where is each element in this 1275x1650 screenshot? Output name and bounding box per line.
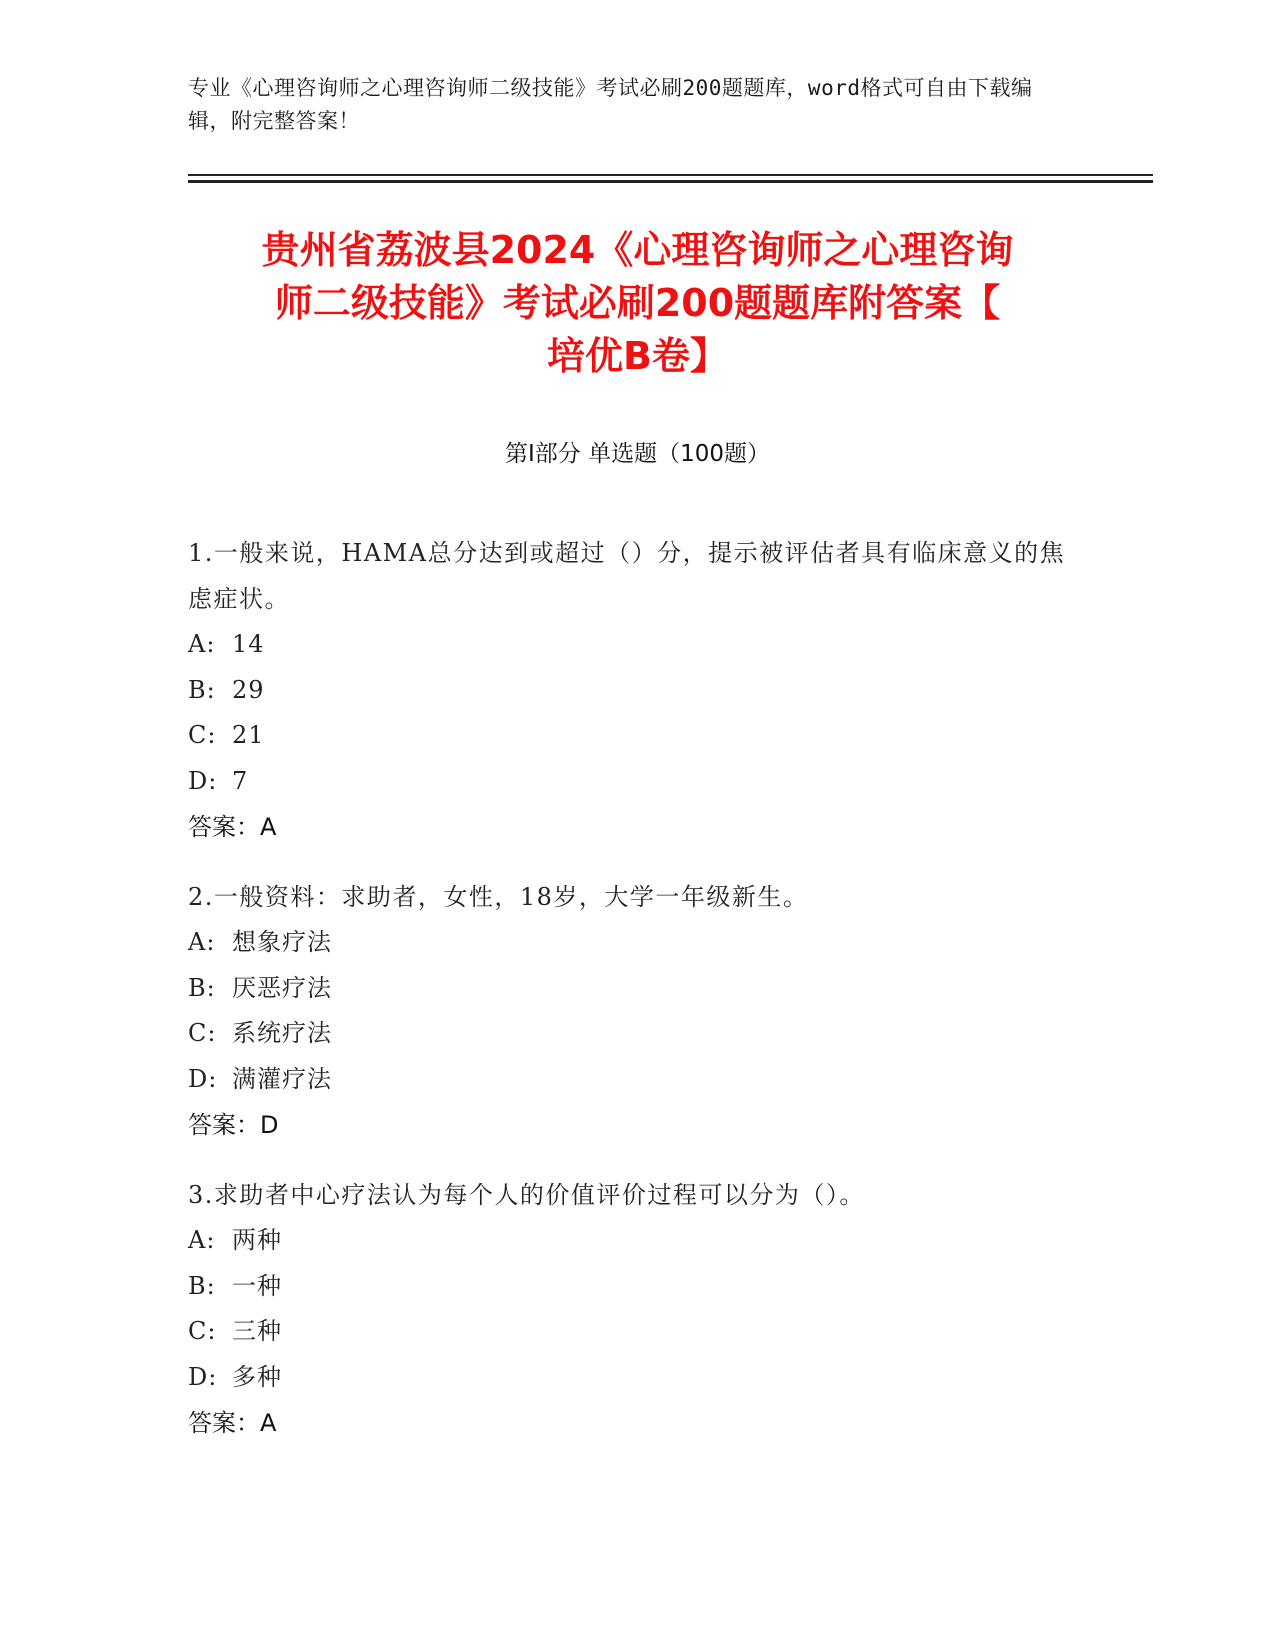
header-note: 专业《心理咨询师之心理咨询师二级技能》考试必刷200题题库，word格式可自由下载编辑，附完整答案！ <box>188 76 1033 133</box>
option-b <box>188 668 1088 714</box>
option-letter: D: <box>188 766 218 795</box>
question-list <box>188 530 1088 1470</box>
option-c <box>188 713 1088 759</box>
option-letter: D: <box>188 1064 218 1093</box>
option-text: 三种 <box>232 1317 282 1345</box>
header-divider-thick <box>188 180 1153 183</box>
option-letter: A: <box>188 928 216 956</box>
option-text: 多种 <box>232 1362 282 1391</box>
option-text: 14 <box>232 630 265 658</box>
option-a <box>188 920 1088 966</box>
option-text: 21 <box>232 721 265 749</box>
option-b <box>188 1264 1088 1310</box>
option-c <box>188 1309 1088 1355</box>
option-letter: B: <box>188 675 216 704</box>
option-text: 7 <box>232 766 249 795</box>
option-letter: C: <box>188 1019 217 1047</box>
answer: 答案：A <box>188 813 277 841</box>
question-1 <box>188 530 1088 850</box>
question-stem: 1.一般来说，HAMA总分达到或超过（）分，提示被评估者具有临床意义的焦虑症状。 <box>188 539 1066 613</box>
option-letter: A: <box>188 1226 216 1254</box>
option-text: 29 <box>232 675 265 704</box>
question-stem: 3.求助者中心疗法认为每个人的价值评价过程可以分为（）。 <box>188 1181 865 1209</box>
option-d <box>188 1355 1088 1401</box>
option-a <box>188 1218 1088 1264</box>
option-letter: A: <box>188 630 216 658</box>
option-text: 系统疗法 <box>232 1019 332 1047</box>
title-line-3: 培优B卷】 <box>547 334 728 378</box>
option-letter: C: <box>188 1317 217 1345</box>
option-letter: C: <box>188 721 217 749</box>
document-title <box>150 224 1125 383</box>
option-text: 满灌疗法 <box>232 1064 332 1093</box>
question-3 <box>188 1172 1088 1446</box>
question-2 <box>188 874 1088 1148</box>
section-title: 第Ⅰ部分 单选题（100题） <box>505 441 770 467</box>
option-a <box>188 622 1088 668</box>
option-d <box>188 1057 1088 1103</box>
option-text: 一种 <box>232 1271 282 1300</box>
option-letter: D: <box>188 1362 218 1391</box>
title-line-1: 贵州省荔波县2024《心理咨询师之心理咨询 <box>261 228 1014 272</box>
option-letter: B: <box>188 1271 216 1300</box>
option-text: 厌恶疗法 <box>232 973 332 1002</box>
option-c <box>188 1011 1088 1057</box>
answer: 答案：D <box>188 1111 279 1139</box>
option-text: 两种 <box>232 1226 282 1254</box>
answer: 答案：A <box>188 1409 277 1437</box>
option-letter: B: <box>188 973 216 1002</box>
option-text: 想象疗法 <box>232 928 332 956</box>
title-line-2: 师二级技能》考试必刷200题题库附答案【 <box>274 281 1001 325</box>
option-d <box>188 759 1088 805</box>
question-stem: 2.一般资料：求助者，女性，18岁，大学一年级新生。 <box>188 883 809 911</box>
option-b <box>188 966 1088 1012</box>
header-divider-thin <box>188 174 1153 176</box>
